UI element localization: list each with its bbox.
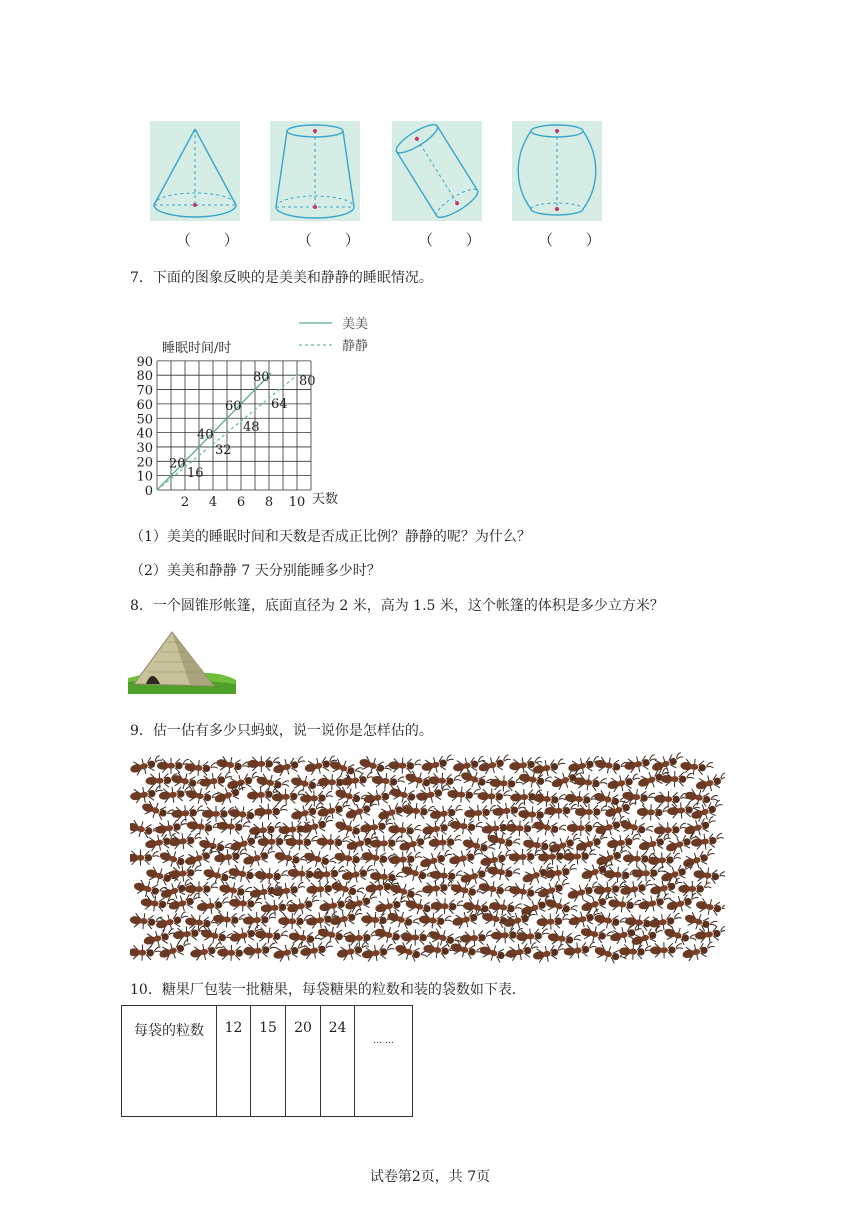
data-label: 32 <box>215 443 232 459</box>
ant-icon <box>130 944 162 961</box>
ant-icon <box>388 757 422 774</box>
ant-icon <box>694 771 725 795</box>
sleep-chart <box>118 308 378 513</box>
page-footer: 试卷第2页，共 7页 <box>369 1169 491 1185</box>
data-label: 40 <box>197 427 214 443</box>
table-cell: 12 <box>217 1006 251 1117</box>
data-label: 20 <box>169 456 186 472</box>
ant-icon <box>248 821 282 840</box>
ant-icon <box>285 834 318 851</box>
ant-icon <box>340 771 374 790</box>
ant-icon <box>316 833 350 851</box>
ant-icon <box>168 864 202 883</box>
ant-icon <box>681 940 717 963</box>
ant-icon <box>648 851 682 869</box>
ant-icon <box>573 773 608 793</box>
question-10-text: 10．糖果厂包装一批糖果，每袋糖果的粒数和装的袋数如下表． <box>130 982 526 998</box>
ant-icon <box>536 913 570 931</box>
ant-icon <box>428 834 462 852</box>
series-line-jingjing <box>157 374 298 490</box>
ant-icon <box>681 847 717 872</box>
ant-icon <box>694 896 725 919</box>
shape-frustum <box>270 121 360 221</box>
ant-icon <box>545 802 578 819</box>
ant-icon <box>489 775 523 793</box>
data-label: 80 <box>299 374 316 390</box>
ant-icon <box>532 817 568 840</box>
ant-icon <box>370 835 404 852</box>
ant-icon <box>345 929 379 947</box>
ant-icon <box>619 878 654 899</box>
answer-paren-2: （ ） <box>297 231 374 249</box>
ant-icon <box>343 891 379 915</box>
data-label: 16 <box>187 466 204 482</box>
ant-icon <box>449 879 485 902</box>
ant-icon <box>300 790 334 807</box>
ant-icon <box>637 804 671 821</box>
question-7-sub2: （2）美美和静静 7 天分别能睡多少时？ <box>130 563 381 579</box>
legend-label-meimei: 美美 <box>342 317 369 332</box>
ant-icon <box>629 924 665 950</box>
tent-image <box>128 630 238 694</box>
ant-icon <box>132 878 168 902</box>
ant-icon <box>130 850 160 866</box>
ant-icon <box>488 897 523 918</box>
tilted-cylinder-figure <box>392 121 482 221</box>
ant-icon <box>343 798 379 824</box>
data-label: 60 <box>225 398 242 414</box>
ant-icon <box>415 783 451 806</box>
ant-icon <box>430 898 464 916</box>
data-label: 48 <box>243 420 260 436</box>
ant-icon <box>464 804 498 822</box>
ant-icon <box>225 770 261 794</box>
ant-icon <box>486 862 521 883</box>
y-tick-label: 0 <box>144 484 153 499</box>
chart-data-labels <box>169 370 316 481</box>
y-tick-label: 90 <box>136 354 153 370</box>
y-tick-label: 30 <box>136 440 153 456</box>
ant-icon <box>508 881 543 902</box>
ant-icon <box>272 788 306 806</box>
ant-icon <box>567 820 600 837</box>
ant-icon <box>216 817 250 836</box>
ant-icon <box>574 831 610 856</box>
ant-icon <box>477 788 511 805</box>
ant-icon <box>254 926 288 945</box>
ant-icon <box>502 908 538 932</box>
question-7-text: 7．下面的图象反映的是美美和静静的睡眠情况。 <box>130 270 433 286</box>
ant-icon <box>516 927 550 945</box>
question-8-text: 8．一个圆锥形帐篷，底面直径为 2 米，高为 1.5 米，这个帐篷的体积是多少立方米？ <box>130 598 664 614</box>
question-9-text: 9．估一估有多少只蚂蚁，说一说你是怎样估的。 <box>130 723 433 739</box>
data-label: 64 <box>271 397 288 413</box>
barrel-figure <box>512 121 602 221</box>
ant-icon <box>273 847 309 870</box>
ant-icon <box>607 895 642 915</box>
ant-icon <box>255 867 289 885</box>
ant-icon <box>312 865 346 884</box>
ant-icon <box>575 804 608 820</box>
ant-icon <box>532 942 567 964</box>
shape-tilted-cylinder <box>392 121 482 221</box>
ant-icon <box>299 940 334 961</box>
ant-icon <box>459 863 495 887</box>
ant-icon <box>184 913 219 933</box>
y-tick-label: 60 <box>136 397 153 413</box>
ant-icon <box>357 754 393 779</box>
ant-icon <box>401 801 435 820</box>
ant-icon <box>606 832 641 852</box>
table-header-cell: 每袋的粒数 <box>122 1006 217 1117</box>
ant-icon <box>563 940 598 960</box>
ant-icon <box>243 941 277 960</box>
ant-icon <box>662 924 698 949</box>
answer-paren-3: （ ） <box>418 231 495 249</box>
y-tick-label: 40 <box>136 426 153 442</box>
candy-table <box>121 1005 413 1117</box>
ant-icon <box>299 814 335 838</box>
ant-icon <box>447 786 481 804</box>
ant-icon <box>154 910 190 934</box>
ant-icon <box>420 753 456 776</box>
x-tick-label: 4 <box>208 495 218 510</box>
y-tick-label: 80 <box>136 369 153 385</box>
y-tick-label: 10 <box>136 469 153 485</box>
answer-paren-1: （ ） <box>176 231 253 249</box>
shape-barrel <box>512 121 602 221</box>
ant-icon <box>142 927 178 950</box>
ant-icon <box>202 864 238 888</box>
ant-icon <box>623 753 658 775</box>
ant-icon <box>654 791 688 808</box>
ant-icon <box>371 771 406 791</box>
ant-icon <box>154 817 189 838</box>
ant-icon <box>243 911 277 929</box>
ant-icon <box>448 847 483 869</box>
ant-field <box>130 752 725 968</box>
ant-icon <box>359 817 394 837</box>
ant-icon <box>648 911 683 932</box>
ant-icon <box>603 866 637 884</box>
chart-xlabel: 天数 <box>312 492 339 507</box>
ant-icon <box>531 757 566 778</box>
table-row <box>122 1006 413 1117</box>
ant-icon <box>694 924 725 944</box>
ant-icon <box>428 772 462 790</box>
x-tick-label: 8 <box>264 495 274 510</box>
ant-icon <box>212 910 246 929</box>
table-cell: 24 <box>321 1006 355 1117</box>
ant-icon <box>271 880 306 900</box>
chart-legend <box>299 317 368 354</box>
y-tick-label: 20 <box>136 455 153 471</box>
table-cell: 20 <box>286 1006 321 1117</box>
ant-icon <box>509 848 543 865</box>
table-cell: 15 <box>251 1006 286 1117</box>
ant-icon <box>650 942 683 959</box>
ant-icon <box>477 878 513 901</box>
ant-icon <box>361 942 396 963</box>
ant-icon <box>196 896 231 916</box>
ant-icon <box>418 911 452 930</box>
ant-icon <box>690 831 725 851</box>
answer-paren-4: （ ） <box>538 231 615 249</box>
data-label: 80 <box>253 370 270 386</box>
y-tick-label: 70 <box>136 383 153 399</box>
ant-icon <box>505 820 539 838</box>
ant-icon <box>393 940 429 966</box>
ant-icon <box>637 832 673 856</box>
ant-icon <box>254 803 287 820</box>
chart-series <box>157 373 298 490</box>
ant-icon <box>199 770 234 791</box>
ant-icon <box>632 865 665 882</box>
ant-icon <box>171 804 205 822</box>
shape-cone <box>150 121 240 221</box>
ant-icon <box>285 894 321 918</box>
ant-icon <box>547 929 582 950</box>
table-ellipsis-cell: … … <box>355 1006 413 1117</box>
x-tick-label: 10 <box>288 495 306 510</box>
legend-label-jingjing: 静静 <box>342 339 369 354</box>
ant-icon <box>460 929 494 947</box>
chart-ylabel: 睡眠时间/时 <box>162 341 232 356</box>
x-tick-label: 6 <box>236 495 246 510</box>
cone-figure <box>150 121 240 221</box>
ant-icon <box>130 784 164 805</box>
y-tick-label: 50 <box>136 412 153 428</box>
ant-icon <box>618 816 654 841</box>
ant-icon <box>329 877 365 902</box>
ants-image <box>130 752 725 970</box>
x-tick-label: 2 <box>180 495 190 510</box>
ant-icon <box>302 848 338 872</box>
ant-icon <box>606 772 641 794</box>
question-7-sub1: （1）美美的睡眠时间和天数是否成正比例？静静的呢？为什么？ <box>130 529 531 545</box>
ant-icon <box>680 757 714 776</box>
ant-icon <box>665 891 701 915</box>
ant-icon <box>594 755 629 776</box>
ant-icon <box>401 929 434 946</box>
ant-icon <box>421 879 455 898</box>
ant-icon <box>637 892 673 915</box>
frustum-figure <box>270 121 360 221</box>
ant-icon <box>215 754 250 776</box>
